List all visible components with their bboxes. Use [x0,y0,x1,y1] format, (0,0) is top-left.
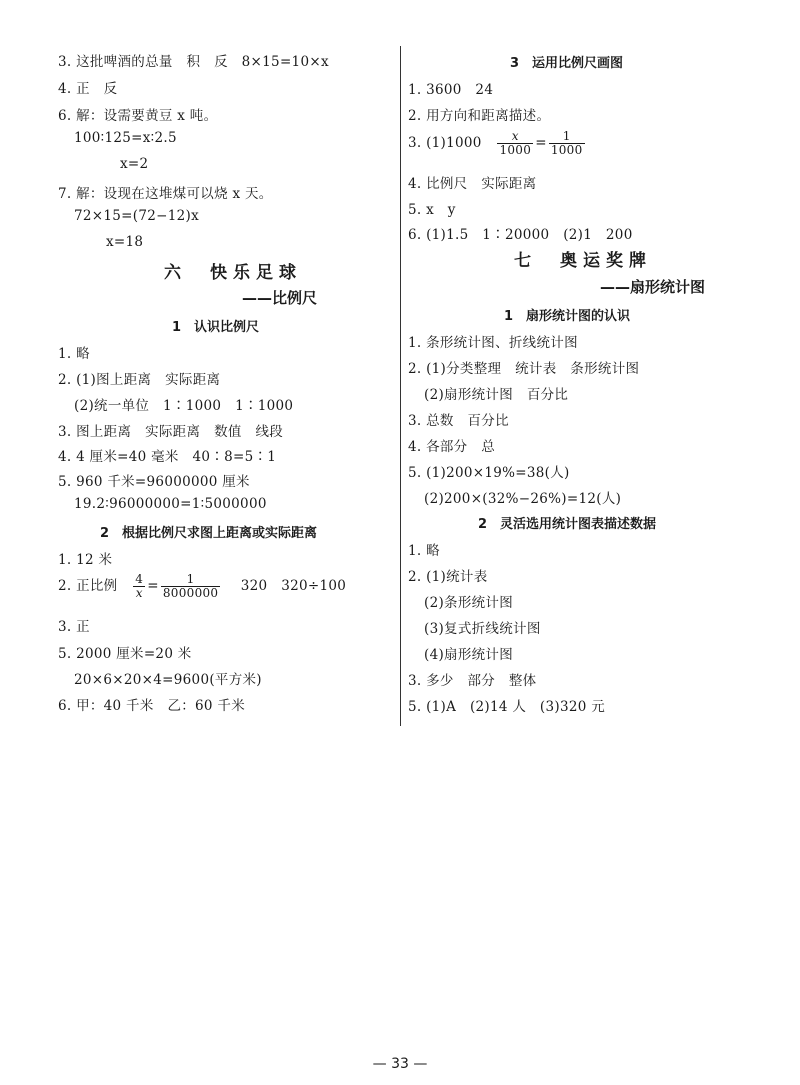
answer-line: 5. 960 千米=96000000 厘米 [58,474,250,490]
fraction: $\frac{1}{8000000}$ [162,572,219,600]
answer-line: 3. 这批啤酒的总量 积 反 8×15=10×x [58,54,329,70]
answer-line: 6. 甲：40 千米 乙：60 千米 [58,698,246,714]
answer-line: (2)扇形统计图 百分比 [424,387,569,403]
answer-line: 72×15=(72−12)x [74,208,199,224]
answer-line: 1. 略 [408,543,440,559]
answer-line: 1. 12 米 [58,552,113,568]
fraction: $\frac{x}{1000}$ [499,129,532,157]
page-number: — 33 — [372,1056,428,1072]
answer-line: 4. 4 厘米=40 毫米 40∶8=5∶1 [58,449,277,465]
answer-line: 2. 用方向和距离描述。 [408,108,551,124]
answer-line: 3. 图上距离 实际距离 数值 线段 [58,424,284,440]
unit-subtitle: ——比例尺 [242,289,318,307]
answer-line: 2. (1)统计表 [408,569,488,585]
column-divider [400,46,401,726]
answer-line: 2. (1)分类整理 统计表 条形统计图 [408,361,640,377]
answer-line: 20×6×20×4=9600(平方米) [74,672,262,688]
answer-line: 2. (1)图上距离 实际距离 [58,372,221,388]
answer-line: 4. 正 反 [58,81,118,97]
answer-line: 5. (1)A (2)14 人 (3)320 元 [408,699,606,715]
fraction: $\frac{4}{x}$ [135,572,144,600]
answer-line: 5. x y [408,202,456,218]
section-heading: 1 认识比例尺 [172,320,260,335]
answer-line: 6. 解：设需要黄豆 x 吨。 [58,108,218,124]
unit-title: 七 奥运奖牌 [514,251,652,271]
answer-line: 1. 略 [58,346,90,362]
answer-line: 1. 3600 24 [408,82,494,98]
fraction: $\frac{1}{1000}$ [550,129,583,157]
section-heading: 1 扇形统计图的认识 [504,309,631,324]
answer-line: 4. 各部分 总 [408,439,496,455]
answer-line: (4)扇形统计图 [424,647,514,663]
answer-line: (3)复式折线统计图 [424,621,541,637]
section-heading: 2 根据比例尺求图上距离或实际距离 [100,526,318,541]
answer-line: 3. 多少 部分 整体 [408,673,537,689]
answer-line: 4. 比例尺 实际距离 [408,176,537,192]
answer-line: 19.2∶96000000=1∶5000000 [74,496,267,512]
answer-line: (2)条形统计图 [424,595,514,611]
unit-subtitle: ——扇形统计图 [600,278,706,296]
section-heading: 2 灵活选用统计图表描述数据 [478,517,657,532]
answer-line: 5. 2000 厘米=20 米 [58,646,192,662]
answer-line: 3. 正 [58,619,90,635]
answer-line: (2)统一单位 1∶1000 1∶1000 [74,398,294,414]
section-heading: 3 运用比例尺画图 [510,56,624,71]
answer-line: 7. 解：设现在这堆煤可以烧 x 天。 [58,186,273,202]
answer-line: 5. (1)200×19%=38(人) [408,465,570,481]
answer-line: 1. 条形统计图、折线统计图 [408,335,578,351]
answer-line: 3. 总数 百分比 [408,413,509,429]
unit-title: 六 快乐足球 [164,263,302,283]
answer-line: x=18 [106,234,144,250]
answer-line: 100∶125=x∶2.5 [74,130,177,146]
answer-line: x=2 [120,156,149,172]
answer-line-with-fraction: 3. (1)1000 $\frac{x}{1000}$ = $\frac{1}{1000}$ [408,129,583,157]
answer-line: (2)200×(32%−26%)=12(人) [424,491,622,507]
answer-line: 6. (1)1.5 1∶20000 (2)1 200 [408,227,633,243]
answer-line-with-fraction: 2. 正比例 $\frac{4}{x}$ = $\frac{1}{8000000}$ 320 320÷100 [58,572,347,600]
